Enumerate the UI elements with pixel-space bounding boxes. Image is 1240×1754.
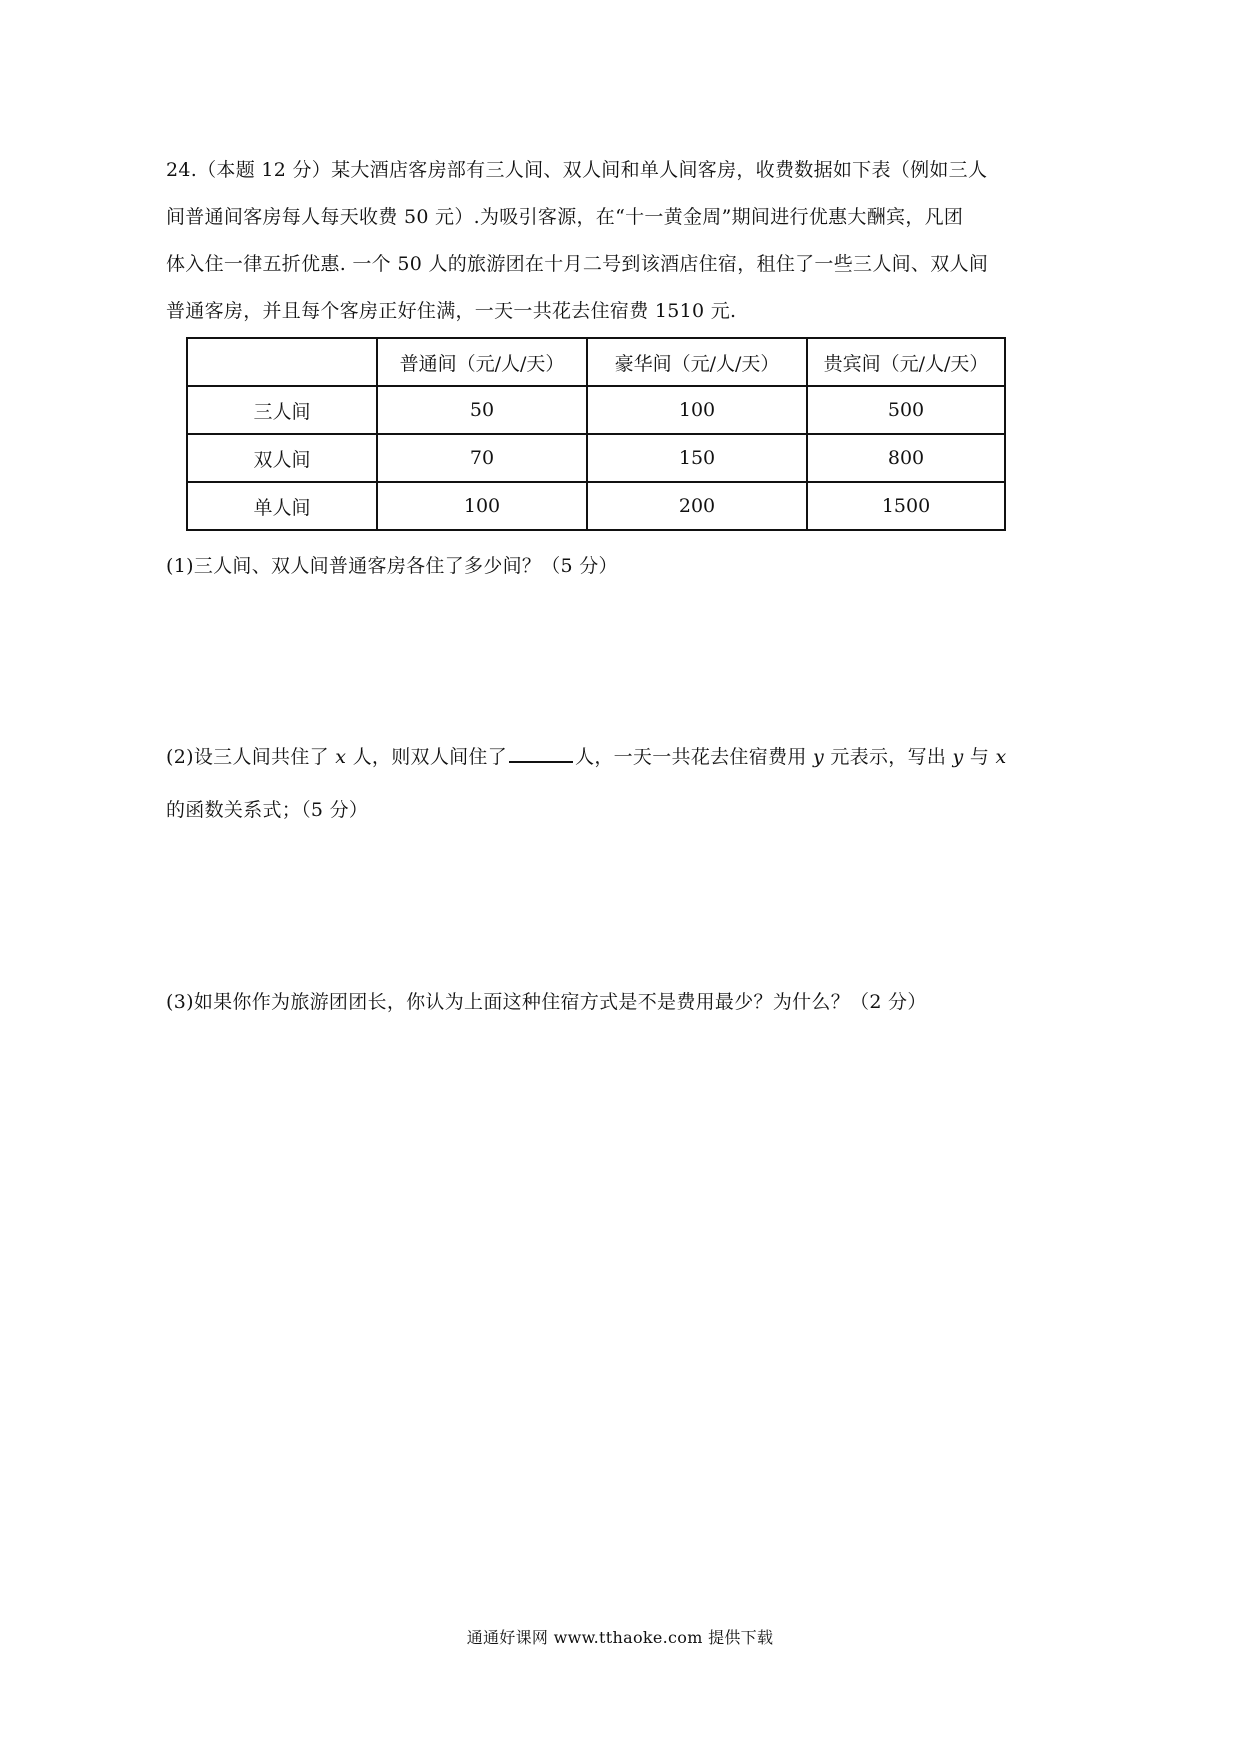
table-row (187, 482, 1005, 530)
table-cell: 200 (587, 482, 807, 530)
variable-x: x (995, 746, 1007, 768)
table-cell: 500 (807, 386, 1005, 434)
problem-line-1: 24.（本题 12 分）某大酒店客房部有三人间、双人间和单人间客房，收费数据如下表（例如三人 (166, 159, 988, 181)
problem-line-3: 体入住一律五折优惠. 一个 50 人的旅游团在十月二号到该酒店住宿，租住了一些三人间、双人间 (166, 253, 989, 275)
table-row (187, 386, 1005, 434)
table-header-cell: 豪华间（元/人/天） (587, 338, 807, 386)
table-cell: 三人间 (187, 386, 377, 434)
table-cell: 70 (377, 434, 587, 482)
table-header-row (187, 338, 1005, 386)
table-cell: 150 (587, 434, 807, 482)
table-cell: 50 (377, 386, 587, 434)
table-cell: 100 (587, 386, 807, 434)
question-2-part-c: 人，一天一共花去住宿费用 (575, 746, 813, 768)
variable-x: x (335, 746, 347, 768)
table-header-cell (187, 338, 377, 386)
table-cell: 1500 (807, 482, 1005, 530)
table-header-cell: 贵宾间（元/人/天） (807, 338, 1005, 386)
table-row (187, 434, 1005, 482)
table-cell: 100 (377, 482, 587, 530)
question-2-part-e: 与 (963, 746, 996, 768)
question-2 (166, 737, 1086, 777)
page-footer: 通通好课网 www.tthaoke.com 提供下载 (466, 1628, 774, 1647)
question-2-part-a: (2)设三人间共住了 (166, 746, 336, 768)
question-2-part-b: 人，则双人间住了 (346, 746, 508, 768)
problem-line-4: 普通客房，并且每个客房正好住满，一天一共花去住宿费 1510 元. (166, 300, 737, 322)
variable-y: y (812, 746, 825, 768)
problem-line-2: 间普通间客房每人每天收费 50 元）.为吸引客源，在“十一黄金周”期间进行优惠大酬宾，凡团 (166, 206, 964, 228)
table-cell: 双人间 (187, 434, 377, 482)
question-3: (3)如果你作为旅游团团长，你认为上面这种住宿方式是不是费用最少？为什么？（2 分） (166, 991, 927, 1013)
variable-y: y (952, 746, 964, 768)
table-cell: 单人间 (187, 482, 377, 530)
room-price-table (186, 337, 1006, 531)
question-2-part-d: 元表示，写出 (824, 746, 953, 768)
problem-statement (166, 147, 1080, 335)
table-cell: 800 (807, 434, 1005, 482)
table-header-cell: 普通间（元/人/天） (377, 338, 587, 386)
question-1: (1)三人间、双人间普通客房各住了多少间？（5 分） (166, 555, 618, 577)
answer-blank[interactable] (509, 739, 573, 763)
question-2-continuation: 的函数关系式；（5 分） (166, 799, 369, 821)
